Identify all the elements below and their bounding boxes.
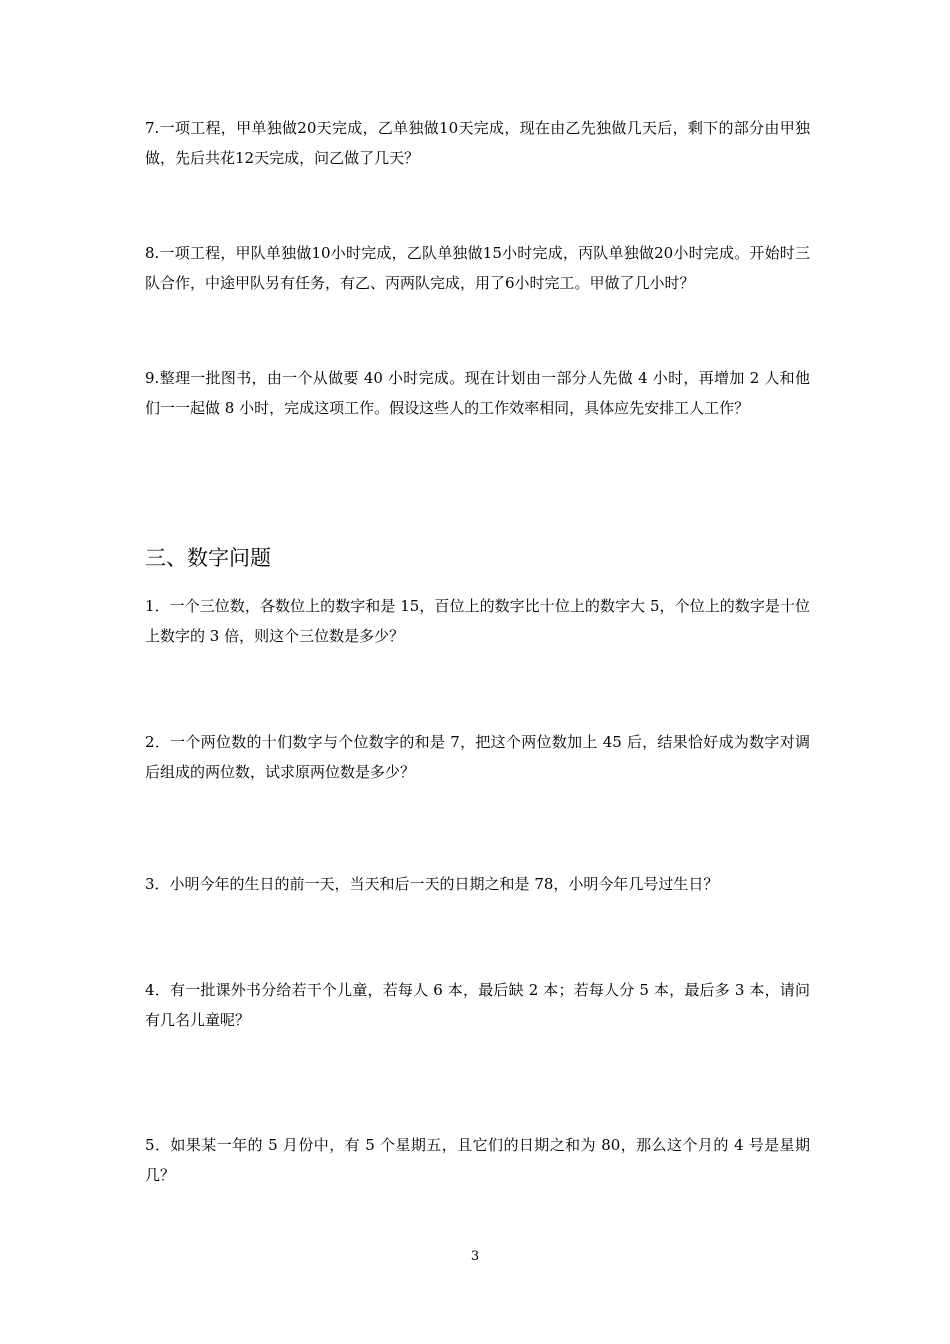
number-problem-5: 5．如果某一年的 5 月份中，有 5 个星期五，且它们的日期之和为 80，那么这个月的 4 号是星期几？ bbox=[145, 1136, 810, 1184]
number-problem-4: 4．有一批课外书分给若干个儿童，若每人 6 本，最后缺 2 本；若每人分 5 本，最后多 3 本，请问有几名儿童呢？ bbox=[145, 981, 810, 1029]
problem-8: 8.一项工程，甲队单独做10小时完成，乙队单独做15小时完成，丙队单独做20小时完成。开始时三队合作，中途甲队另有任务，有乙、丙两队完成，用了6小时完工。甲做了几小时？ bbox=[145, 244, 810, 292]
problem-9: 9.整理一批图书，由一个从做要 40 小时完成。现在计划由一部分人先做 4 小时，再增加 2 人和他们一一起做 8 小时，完成这项工作。假设这些人的工作效率相同，具体应先安排工人工作？ bbox=[145, 369, 810, 417]
number-problem-2: 2．一个两位数的十们数字与个位数字的和是 7，把这个两位数加上 45 后，结果恰好成为数字对调后组成的两位数，试求原两位数是多少？ bbox=[145, 733, 810, 781]
section-heading: 三、数字问题 bbox=[145, 546, 271, 570]
problem-7: 7.一项工程，甲单独做20天完成，乙单独做10天完成，现在由乙先独做几天后，剩下的部分由甲独做，先后共花12天完成，问乙做了几天？ bbox=[145, 119, 810, 167]
page-number: 3 bbox=[470, 1249, 480, 1264]
number-problem-1: 1．一个三位数，各数位上的数字和是 15，百位上的数字比十位上的数字大 5，个位上的数字是十位上数字的 3 倍，则这个三位数是多少？ bbox=[145, 597, 810, 645]
number-problem-3: 3．小明今年的生日的前一天，当天和后一天的日期之和是 78，小明今年几号过生日？ bbox=[145, 875, 719, 893]
